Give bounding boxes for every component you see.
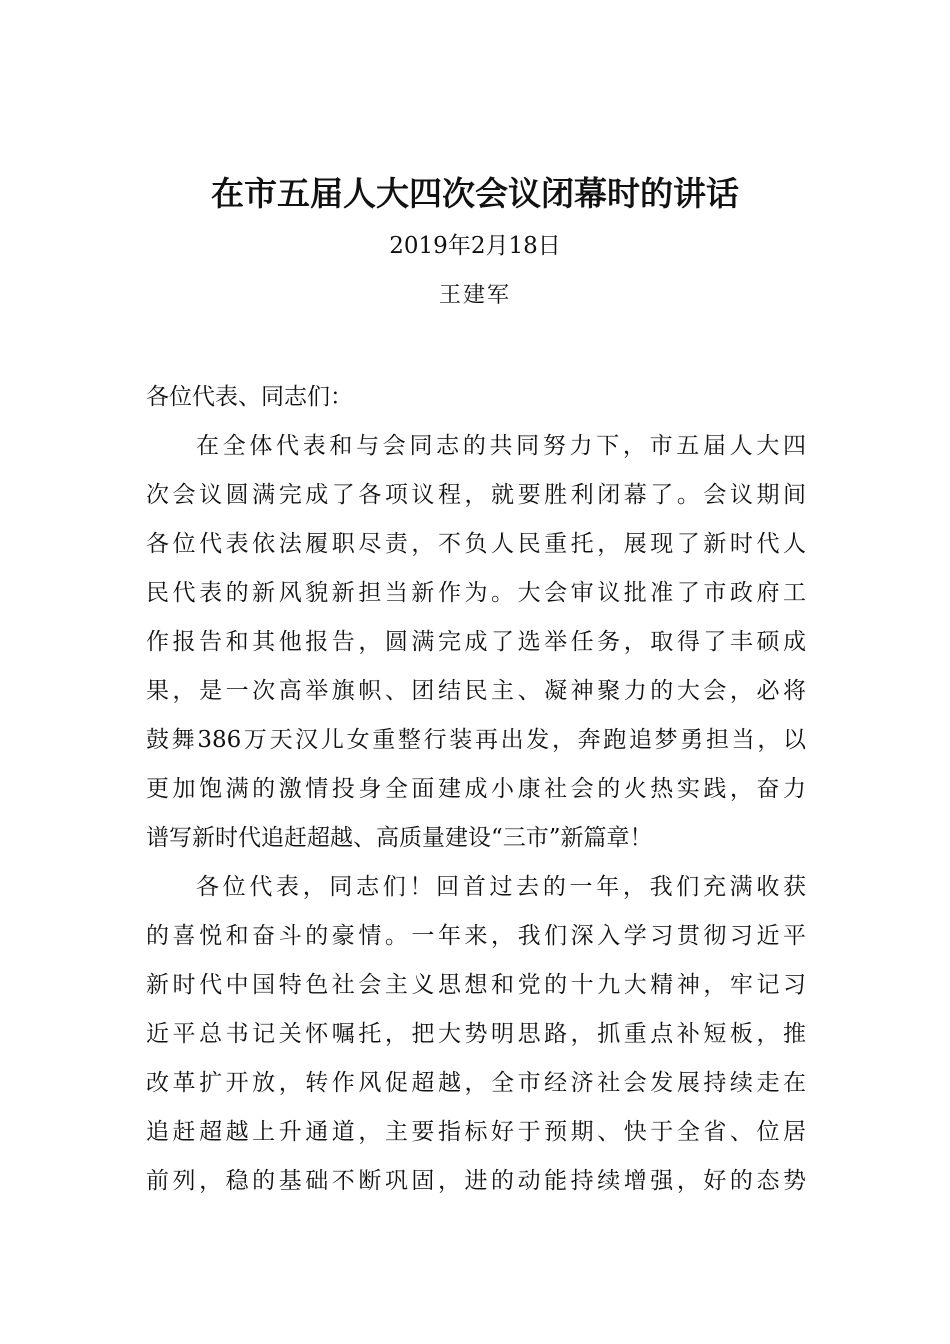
- paragraph-1-line-1: 在全体代表和与会同志的共同努力下，市五届人大四: [196, 433, 806, 459]
- document-date: 2019年2月18日: [389, 233, 561, 259]
- document-title: 在市五届人大四次会议闭幕时的讲话: [211, 174, 739, 213]
- paragraph-1-line-5: 作报告和其他报告，圆满完成了选举任务，取得了丰硕成: [146, 629, 806, 655]
- document-body: [146, 373, 806, 1206]
- document-author: 王建军: [438, 283, 511, 308]
- paragraph-2-line-2: 的喜悦和奋斗的豪情。一年来，我们深入学习贯彻习近平: [146, 923, 806, 949]
- salutation: 各位代表、同志们：: [146, 384, 353, 410]
- paragraph-2-line-3: 新时代中国特色社会主义思想和党的十九大精神，牢记习: [146, 972, 806, 998]
- paragraph-1-line-7: 鼓舞386万天汉儿女重整行装再出发，奔跑追梦勇担当，以: [146, 727, 806, 753]
- paragraph-1-line-3: 各位代表依法履职尽责，不负人民重托，展现了新时代人: [146, 531, 806, 557]
- paragraph-1-line-2: 次会议圆满完成了各项议程，就要胜利闭幕了。会议期间: [146, 482, 806, 508]
- paragraph-2-line-5: 改革扩开放，转作风促超越，全市经济社会发展持续走在: [146, 1070, 806, 1096]
- paragraph-1-line-4: 民代表的新风貌新担当新作为。大会审议批准了市政府工: [146, 580, 806, 606]
- paragraph-1-line-6: 果，是一次高举旗帜、团结民主、凝神聚力的大会，必将: [146, 678, 806, 704]
- paragraph-1-line-8: 更加饱满的激情投身全面建成小康社会的火热实践，奋力: [146, 776, 806, 802]
- paragraph-2-line-6: 追赶超越上升通道，主要指标好于预期、快于全省、位居: [146, 1119, 806, 1145]
- paragraph-1-line-9: 谱写新时代追赶超越、高质量建设“三市”新篇章！: [146, 825, 653, 851]
- paragraph-2-line-7: 前列，稳的基础不断巩固，进的动能持续增强，好的态势: [146, 1168, 806, 1194]
- paragraph-2-line-4: 近平总书记关怀嘱托，把大势明思路，抓重点补短板，推: [146, 1021, 806, 1047]
- paragraph-2-line-1: 各位代表，同志们！回首过去的一年，我们充满收获: [196, 874, 806, 900]
